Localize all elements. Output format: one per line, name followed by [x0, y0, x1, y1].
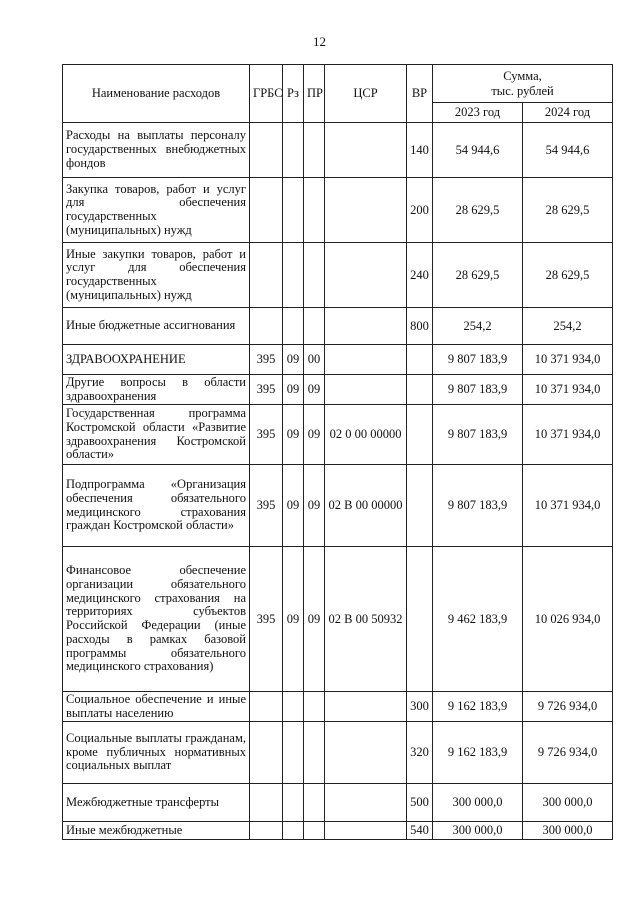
- cell-csr: 02 В 00 50932: [325, 547, 407, 692]
- cell-v2023: 9 807 183,9: [433, 375, 523, 405]
- cell-v2023: 28 629,5: [433, 178, 523, 243]
- cell-v2023: 254,2: [433, 308, 523, 345]
- cell-v2023: 300 000,0: [433, 822, 523, 840]
- cell-v2023: 54 944,6: [433, 123, 523, 178]
- cell-pr: 09: [304, 465, 325, 547]
- cell-pr: [304, 722, 325, 784]
- cell-vr: 200: [407, 178, 433, 243]
- cell-csr: [325, 722, 407, 784]
- cell-csr: [325, 308, 407, 345]
- table-row: [63, 345, 613, 375]
- cell-pr: [304, 822, 325, 840]
- cell-rz: 09: [283, 405, 304, 465]
- cell-vr: [407, 547, 433, 692]
- cell-pr: [304, 308, 325, 345]
- table-row: [63, 822, 613, 840]
- cell-v2023: 9 162 183,9: [433, 722, 523, 784]
- cell-v2024: 10 371 934,0: [523, 405, 613, 465]
- cell-csr: 02 В 00 00000: [325, 465, 407, 547]
- table-row: [63, 692, 613, 722]
- cell-csr: [325, 243, 407, 308]
- cell-pr: [304, 243, 325, 308]
- cell-grbs: 395: [250, 375, 283, 405]
- cell-csr: [325, 822, 407, 840]
- table-row: [63, 243, 613, 308]
- cell-rz: [283, 822, 304, 840]
- cell-rz: [283, 308, 304, 345]
- cell-name: Иные бюджетные ассигнования: [63, 308, 250, 345]
- cell-v2023: 9 462 183,9: [433, 547, 523, 692]
- table-row: [63, 375, 613, 405]
- cell-grbs: [250, 123, 283, 178]
- cell-name: Расходы на выплаты персоналу государственных внебюджетных фондов: [63, 123, 250, 178]
- cell-rz: 09: [283, 375, 304, 405]
- cell-rz: 09: [283, 465, 304, 547]
- header-year-2024: 2024 год: [523, 103, 613, 123]
- cell-pr: 09: [304, 405, 325, 465]
- cell-csr: [325, 178, 407, 243]
- cell-csr: [325, 345, 407, 375]
- cell-v2024: 254,2: [523, 308, 613, 345]
- table-row: [63, 465, 613, 547]
- cell-name: Финансовое обеспечение организации обязательного медицинского страхования на территориях субъектов Российской Федерации (иные расходы в рамках базовой программы обязательного медицинского страхования): [63, 547, 250, 692]
- cell-grbs: 395: [250, 465, 283, 547]
- cell-pr: 00: [304, 345, 325, 375]
- cell-rz: 09: [283, 547, 304, 692]
- cell-v2024: 10 371 934,0: [523, 345, 613, 375]
- cell-name: Иные закупки товаров, работ и услуг для обеспечения государственных (муниципальных) нужд: [63, 243, 250, 308]
- cell-rz: [283, 784, 304, 822]
- cell-csr: [325, 123, 407, 178]
- cell-csr: [325, 692, 407, 722]
- cell-pr: [304, 784, 325, 822]
- cell-rz: [283, 722, 304, 784]
- cell-vr: 800: [407, 308, 433, 345]
- cell-grbs: 395: [250, 405, 283, 465]
- header-pr: ПР: [304, 65, 325, 123]
- cell-v2023: 9 807 183,9: [433, 465, 523, 547]
- header-name: Наименование расходов: [63, 65, 250, 123]
- header-year-2023: 2023 год: [433, 103, 523, 123]
- cell-grbs: 395: [250, 345, 283, 375]
- cell-vr: 500: [407, 784, 433, 822]
- cell-pr: [304, 178, 325, 243]
- cell-rz: [283, 692, 304, 722]
- cell-grbs: [250, 822, 283, 840]
- cell-rz: 09: [283, 345, 304, 375]
- table-row: [63, 178, 613, 243]
- cell-name: Социальные выплаты гражданам, кроме публичных нормативных социальных выплат: [63, 722, 250, 784]
- cell-name: Другие вопросы в области здравоохранения: [63, 375, 250, 405]
- cell-rz: [283, 243, 304, 308]
- header-vr: ВР: [407, 65, 433, 123]
- table-row: [63, 405, 613, 465]
- cell-name: Государственная программа Костромской области «Развитие здравоохранения Костромской области»: [63, 405, 250, 465]
- cell-vr: 320: [407, 722, 433, 784]
- table-row: [63, 784, 613, 822]
- cell-v2024: 9 726 934,0: [523, 692, 613, 722]
- page-number: 12: [313, 34, 326, 49]
- header-sum-unit: тыс. рублей: [491, 83, 554, 98]
- cell-v2024: 300 000,0: [523, 784, 613, 822]
- cell-vr: 300: [407, 692, 433, 722]
- cell-pr: [304, 123, 325, 178]
- cell-vr: [407, 345, 433, 375]
- cell-grbs: [250, 692, 283, 722]
- cell-v2023: 9 807 183,9: [433, 405, 523, 465]
- cell-pr: [304, 692, 325, 722]
- cell-vr: [407, 465, 433, 547]
- cell-name: Иные межбюджетные: [63, 822, 250, 840]
- cell-vr: 140: [407, 123, 433, 178]
- cell-v2024: 300 000,0: [523, 822, 613, 840]
- header-csr: ЦСР: [325, 65, 407, 123]
- cell-name: Социальное обеспечение и иные выплаты населению: [63, 692, 250, 722]
- cell-name: Закупка товаров, работ и услуг для обеспечения государственных (муниципальных) нужд: [63, 178, 250, 243]
- cell-grbs: 395: [250, 547, 283, 692]
- budget-table: [62, 64, 613, 840]
- cell-v2023: 9 162 183,9: [433, 692, 523, 722]
- cell-v2023: 300 000,0: [433, 784, 523, 822]
- cell-vr: 240: [407, 243, 433, 308]
- cell-csr: [325, 375, 407, 405]
- cell-name: Подпрограмма «Организация обеспечения обязательного медицинского страхования граждан Костромской области»: [63, 465, 250, 547]
- cell-grbs: [250, 784, 283, 822]
- table-row: [63, 123, 613, 178]
- header-rz: Рз: [283, 65, 304, 123]
- cell-v2024: 54 944,6: [523, 123, 613, 178]
- cell-v2024: 28 629,5: [523, 243, 613, 308]
- cell-v2024: 9 726 934,0: [523, 722, 613, 784]
- cell-grbs: [250, 308, 283, 345]
- cell-v2024: 28 629,5: [523, 178, 613, 243]
- cell-grbs: [250, 243, 283, 308]
- cell-rz: [283, 123, 304, 178]
- cell-v2023: 9 807 183,9: [433, 345, 523, 375]
- header-sum-label: Сумма,: [503, 69, 542, 84]
- table-row: [63, 722, 613, 784]
- cell-vr: [407, 375, 433, 405]
- cell-pr: 09: [304, 375, 325, 405]
- cell-csr: [325, 784, 407, 822]
- cell-v2024: 10 371 934,0: [523, 375, 613, 405]
- cell-vr: 540: [407, 822, 433, 840]
- cell-name: ЗДРАВООХРАНЕНИЕ: [63, 345, 250, 375]
- cell-grbs: [250, 178, 283, 243]
- cell-csr: 02 0 00 00000: [325, 405, 407, 465]
- header-grbs: ГРБС: [250, 65, 283, 123]
- cell-rz: [283, 178, 304, 243]
- table-row: [63, 308, 613, 345]
- cell-grbs: [250, 722, 283, 784]
- cell-vr: [407, 405, 433, 465]
- cell-name: Межбюджетные трансферты: [63, 784, 250, 822]
- table-row: [63, 547, 613, 692]
- cell-v2024: 10 026 934,0: [523, 547, 613, 692]
- cell-v2023: 28 629,5: [433, 243, 523, 308]
- cell-v2024: 10 371 934,0: [523, 465, 613, 547]
- header-row: [63, 65, 613, 103]
- header-sum: [433, 65, 613, 103]
- cell-pr: 09: [304, 547, 325, 692]
